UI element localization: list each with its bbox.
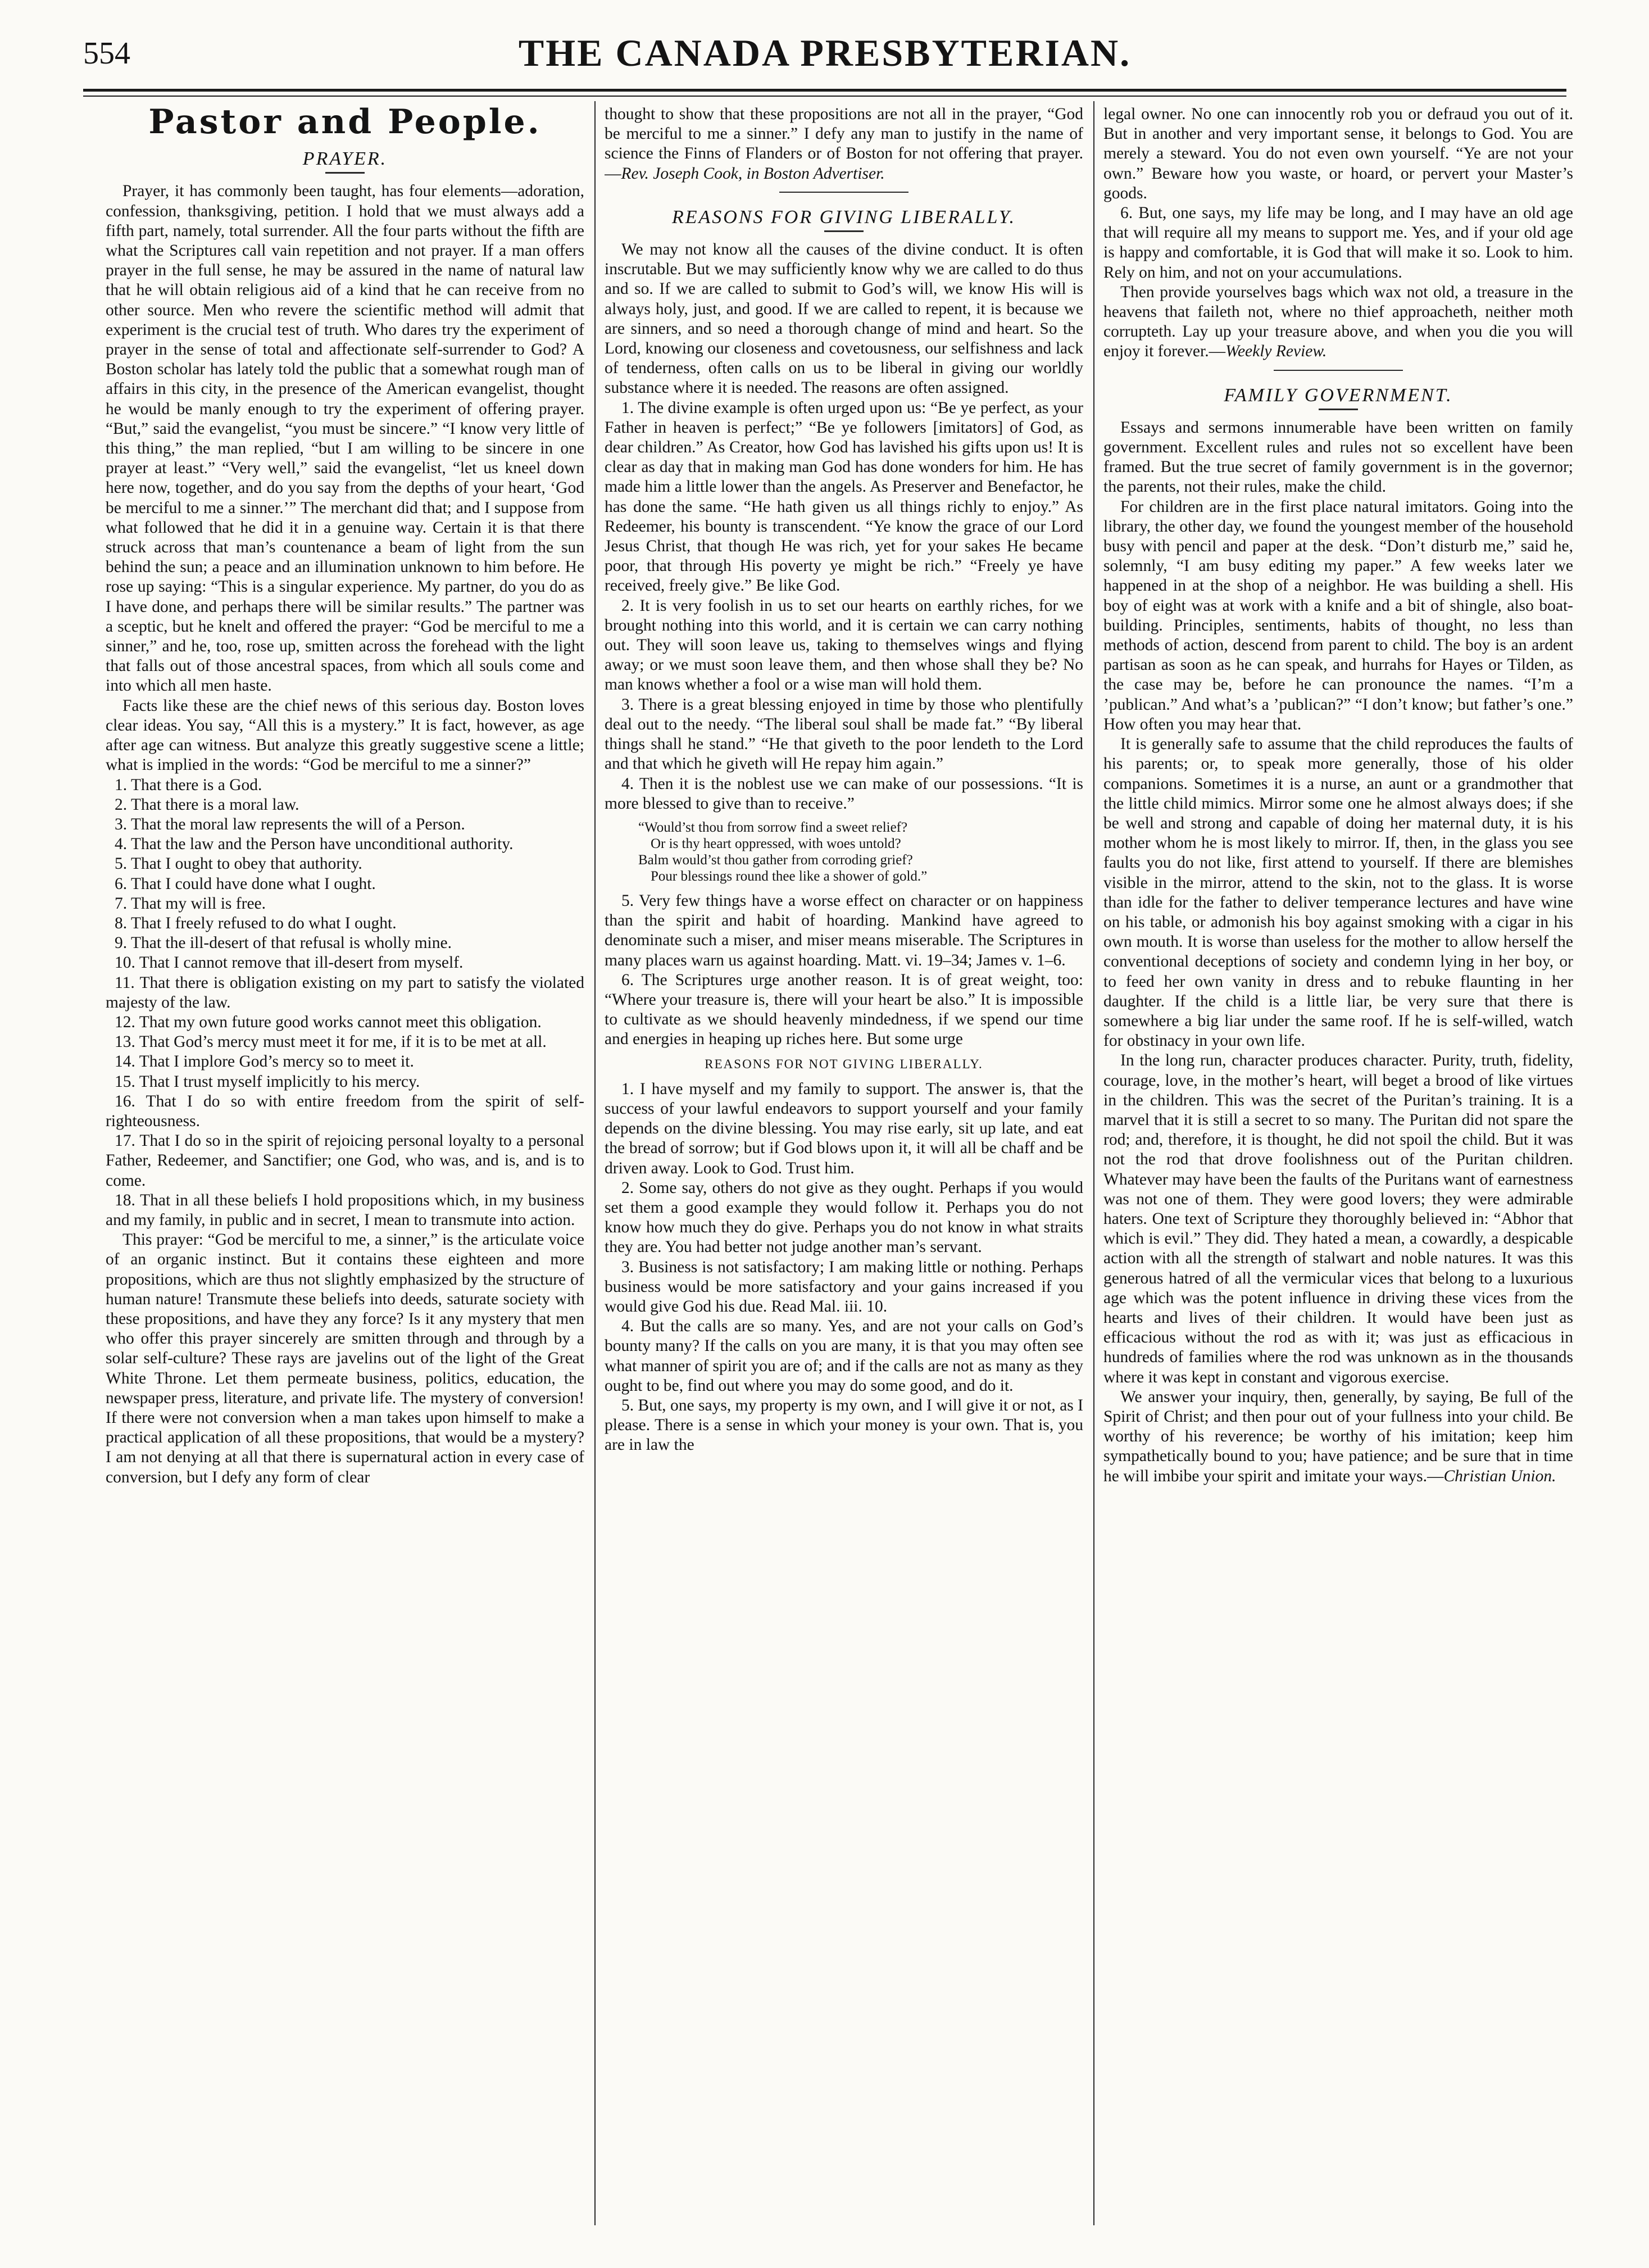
article-signature: Rev. Joseph Cook, in Boston Advertiser.	[621, 164, 885, 183]
paragraph: legal owner. No one can innocently rob you or defraud you out of it. But in another and very important sense, it belongs to God. You are merely a steward. You do not even own yourself. “Ye are not your own.” Beware how you waste, or hoard, or pervert your Master’s goods.	[1103, 105, 1573, 202]
article-signature: Christian Union.	[1443, 1467, 1556, 1485]
paragraph: Essays and sermons innumerable have been written on family government. Excellent rules and rules not so excellent have been framed. But the true secret of family government is in the governor; the parents, not their rules, make the child.	[1103, 418, 1573, 496]
paragraph: 4. But the calls are so many. Yes, and are not your calls on God’s bounty many? If the calls on you are many, it is that you may often see what manner of spirit you are of; and if the calls are not as many as they ought to be, find out where you may do some good, and do it.	[605, 1317, 1083, 1395]
page-number: 554	[83, 36, 130, 71]
paragraph-continued	[605, 105, 1083, 184]
column-3	[1103, 105, 1573, 2234]
verse-line: Pour blessings round thee like a shower of gold.”	[651, 868, 928, 884]
paragraph: This prayer: “God be merciful to me, a sinner,” is the articulate voice of an organic instinct. But it contains these eighteen and more propositions, which are thus not slightly emphasized by the structure of human nature! Transmute these beliefs into deeds, saturate society with these propositions, and have they any force? Is it any mystery that men who offer this prayer sincerely are smitten through and through by a solar self-culture? These rays are javelins out of the light of the Great White Throne. Let them permeate business, politics, education, the newspaper press, literature, and private life. The mystery of conversion! If there were not conversion when a man takes upon himself to make a practical application of all these propositions, that would be a mystery? I am not denying at all that there is supernatural action in every case of conversion, but I defy any form of clear	[106, 1231, 584, 1486]
list-item: 13. That God’s mercy must meet it for me, if it is to be met at all.	[115, 1033, 547, 1051]
verse-line: Balm would’st thou gather from corroding grief?	[638, 852, 913, 868]
verse-line: “Would’st thou from sorrow find a sweet relief?	[638, 819, 908, 835]
paragraph: 5. But, one says, my property is my own, and I will give it or not, as I please. There is a sense in which your money is your own. That is, you are in law the	[605, 1396, 1083, 1454]
newspaper-title: THE CANADA PRESBYTERIAN.	[518, 31, 1132, 74]
paragraph: 1. The divine example is often urged upon us: “Be ye perfect, as your Father in heaven is perfect;” “Be ye followers [imitators] of God, as dear children.” As Creator, how God has lavished his gifts upon us! It is clear as day that in making man God has done wonders for him. He has made him a little lower than the angels. As Preserver and Benefactor, he has done the same. “He hath given us all things richly to enjoy.” As Redeemer, his bounty is transcendent. “Ye know the grace of our Lord Jesus Christ, that though He was rich, yet for your sakes He became poor, that through His poverty ye might be rich.” “Freely ye have received, freely give.” Be like God.	[605, 398, 1083, 595]
list-item: 12. That my own future good works cannot meet this obligation.	[115, 1013, 542, 1031]
paragraph: For children are in the first place natural imitators. Going into the library, the other day, we found the youngest member of the household busy with pencil and paper at the desk. “Don’t disturb me,” said he, solemnly, “I am busy editing my paper.” A few weeks later we happened in at the shop of a neighbor. He was building a shell. His boy of eight was at work with a knife and a bit of shingle, also boat-building. Principles, sentiments, habits of thought, no less than methods of action, descend from parent to child. The boy is an ardent partisan as soon as he can speak, and hurrahs for Hayes or Tilden, as the case may be, before he can pronounce the names. “I’m a ’publican.” And what’s a ’publican?” “I don’t know; but father’s one.” How often you may hear that.	[1103, 497, 1573, 733]
article-separator	[1274, 370, 1403, 371]
list-item: 8. That I freely refused to do what I ought.	[115, 914, 397, 932]
list-item: 5. That I ought to obey that authority.	[115, 855, 362, 873]
list-item: 17. That I do so in the spirit of rejoicing personal loyalty to a personal Father, Redeemer, and Sanctifier; one God, who was, and is, and is to come.	[106, 1132, 584, 1190]
list-item: 14. That I implore God’s mercy so to meet it.	[115, 1053, 414, 1071]
paragraph	[1103, 1387, 1573, 1486]
article-separator	[779, 192, 908, 193]
list-item: 7. That my will is free.	[115, 894, 266, 913]
list-item: 10. That I cannot remove that ill-desert from myself.	[115, 954, 464, 972]
list-item: 15. That I trust myself implicitly to his mercy.	[115, 1072, 420, 1091]
paragraph: 2. It is very foolish in us to set our hearts on earthly riches, for we brought nothing into this world, and it is certain we can carry nothing out. They will soon leave us, taking to themselves wings and flying away; or we must soon leave them, and then whose shall they be? No man knows whether a fool or a wise man will hold them.	[605, 596, 1083, 694]
list-item: 3. That the moral law represents the will of a Person.	[115, 815, 465, 833]
article-title-family: FAMILY GOVERNMENT.	[1224, 384, 1453, 406]
column-1	[106, 105, 584, 2234]
list-item: 2. That there is a moral law.	[115, 795, 299, 814]
paragraph: 4. Then it is the noblest use we can make of our possessions. “It is more blessed to give than to receive.”	[605, 774, 1083, 813]
list-item: 9. That the ill-desert of that refusal is wholly mine.	[115, 934, 452, 952]
paragraph: In the long run, character produces character. Purity, truth, fidelity, courage, love, in the mother’s heart, will beget a brood of like virtues in the children. This was the secret of the Puritan’s training. It is a marvel that it is still a secret to so many. The Puritan did not spare the rod; and, therefore, it is thought, he did not spoil the child. But it was not the rod that drove foolishness out of the Puritan children. Whatever may have been the faults of the Puritans want of earnestness was not one of them. They were good lovers; they were admirable haters. One text of Scripture they thoroughly believed in: “Abhor that which is evil.” They did. They hated a mean, a cowardly, a despicable action with all the strength of stalwart and noble natures. It was this generous hatred of all the vermicular vices that belong to a luxurious age which was the potent influence in driving these vices from the hearts and lives of their children. It would have been just as efficacious without the rod as with it; was just as efficacious in hundreds of families where the rod was unknown as in the thousands where it was kept in constant and vigorous exercise.	[1103, 1051, 1573, 1386]
masthead-rule-thin	[83, 96, 1566, 97]
paragraph: 5. Very few things have a worse effect on character or on happiness than the spirit and habit of hoarding. Mankind have agreed to denominate such a miser, and miser means miserable. The Scriptures in many places warn us against hoarding. Matt. vi. 19–34; James v. 1–6.	[605, 891, 1083, 969]
list-item: 6. That I could have done what I ought.	[115, 874, 376, 893]
department-heading: Pastor and People.	[148, 105, 542, 142]
paragraph-text: thought to show that these propositions are not all in the prayer, “God be merciful to me a sinner.” I defy any man to justify in the name of science the Finns of Flanders or of Boston for not offering that prayer.—	[605, 105, 1083, 183]
list-item: 11. That there is obligation existing on my part to satisfy the violated majesty of the law.	[106, 973, 584, 1011]
paragraph: 6. The Scriptures urge another reason. It is of great weight, too: “Where your treasure is, there will your heart be also.” It is impossible to cultivate as we should heavenly mindedness, if we spend our time and energies in heaping up riches here. But some urge	[605, 970, 1083, 1049]
paragraph: 6. But, one says, my life may be long, and I may have an old age that will require all my means to support me. Yes, and if your old age is happy and comfortable, it is God that will make it so. Look to him. Rely on him, and not on your accumulations.	[1103, 204, 1573, 282]
list-item: 1. That there is a God.	[115, 775, 262, 794]
column-rule-2	[1093, 101, 1094, 2225]
verse-line: Or is thy heart oppressed, with woes untold?	[651, 836, 901, 851]
paragraph: We may not know all the causes of the divine conduct. It is often inscrutable. But we may sufficiently know why we are called to do thus and so. If we are called to submit to God’s will, we know His will is always holy, just, and good. If we are called to repent, it is because we are sinners, and so need a thorough change of mind and heart. So the Lord, knowing our closeness and covetousness, our selfishness and lack of tenderness, often calls on us to be liberal in giving our worldly substance where it is needed. The reasons are often assigned.	[605, 241, 1083, 397]
paragraph: It is generally safe to assume that the child reproduces the faults of his parents; or, to speak more generally, those of his older companions. Sometimes it is a nurse, an aunt or a grandmother that the little child mimics. Mirror some one he almost always does; if she be well and strong and capable of doing her maternal duty, it is his mother whom he is most likely to mirror. If, then, in the glass you see faults you do not like, first attend to yourself. If there are blemishes visible in the mirror, attend to the skin, not to the glass. It is worse than idle for the father to deliver temperance lectures and have wine on his table, or admonish his boy against smoking with a cigar in his own mouth. It is worse than useless for the mother to allow herself the conventional deceptions of society and condemn lying in her boy, or to feed her own vanity in dress and to rebuke flaunting in her daughter. If the child is a little liar, be very sure that there is somewhere a big liar under the same roof. If he is self-willed, watch for obstinacy in your own life.	[1103, 735, 1573, 1050]
title-dash	[1319, 409, 1358, 410]
column-2	[605, 105, 1083, 2234]
article-title-prayer: PRAYER.	[302, 148, 388, 170]
verse-quote	[638, 819, 1083, 884]
list-item: 16. That I do so with entire freedom from the spirit of self-righteousness.	[106, 1092, 584, 1130]
paragraph: 3. There is a great blessing enjoyed in time by those who plentifully deal out to the needy. “The liberal soul shall be made fat.” “By liberal things shall he stand.” “He that giveth to the poor lendeth to the Lord and that which he giveth will He repay him again.”	[605, 695, 1083, 773]
paragraph-text: Then provide yourselves bags which wax not old, a treasure in the heavens that faileth not, where no thief approacheth, neither moth corrupteth. Lay up your treasure above, and when you die you will enjoy it forever.—	[1103, 283, 1573, 361]
paragraph: 2. Some say, others do not give as they ought. Perhaps if you would set them a good example they would follow it. Perhaps you do not know how much they do give. Perhaps you do not know in what straits they are. You had better not judge another man’s servant.	[605, 1178, 1083, 1257]
title-dash	[325, 172, 365, 174]
article-title-giving: REASONS FOR GIVING LIBERALLY.	[671, 206, 1016, 228]
masthead-rule-thick	[83, 89, 1566, 92]
title-dash	[824, 230, 864, 232]
paragraph: Facts like these are the chief news of this serious day. Boston loves clear ideas. You say, “All this is a mystery.” It is fact, however, as age after age can witness. But analyze this greatly suggestive scene a little; what is implied in the words: “God be merciful to me a sinner?”	[106, 696, 584, 774]
subheading: REASONS FOR NOT GIVING LIBERALLY.	[705, 1056, 983, 1071]
paragraph: Prayer, it has commonly been taught, has four elements—adoration, confession, thanksgiving, petition. I hold that we must always add a fifth part, namely, total surrender. All the four parts without the fifth are what the Scriptures call vain repetition and not prayer. If a man offers prayer in the full sense, he may be assured in the name of natural law that he will obtain religious aid of a kind that he can receive from no other source. Men who revere the scientific method will admit that experiment is the crucial test of truth. Who dares try the experiment of prayer in the sense of total and affectionate self-surrender to God? A Boston scholar has lately told the public that a somewhat rough man of affairs in this city, in the presence of the American evangelist, thought he would be manly enough to try the experiment of offering prayer. “But,” said the evangelist, “you must be sincere.” “I know very little of this thing,” the man replied, “but I am willing to be sincere in one prayer at least.” “Very well,” said the evangelist, “let us kneel down here now, together, and do you say from the depths of your heart, ‘God be merciful to me a sinner.’” The merchant did that; and I suppose from what followed that he did it in a genuine way. Certain it is that there struck across that man’s countenance a beam of light from the sun behind the sun; a peace and an illumination unknown to him before. He rose up saying: “This is a singular experience. My partner, do you do as I have done, and perhaps there will be similar results.” The partner was a sceptic, but he knelt and offered the prayer: “God be merciful to me a sinner,” and he, too, rose up, smitten across the forehead with the light that falls out of those ancestral spaces, from which all souls come and into which all men haste.	[106, 182, 584, 695]
list-item: 18. That in all these beliefs I hold propositions which, in my business and my family, in public and in secret, I mean to transmute into action.	[106, 1191, 584, 1229]
column-rule-1	[594, 101, 596, 2225]
list-item: 4. That the law and the Person have unconditional authority.	[115, 835, 514, 854]
masthead	[83, 31, 1566, 98]
paragraph: 1. I have myself and my family to support. The answer is, that the success of your lawful endeavors to support yourself and your family depends on the divine blessing. You may rise early, sit up late, and eat the bread of sorrow; but if God blows upon it, it will all be chaff and be driven away. Look to God. Trust him.	[605, 1079, 1083, 1177]
article-signature: Weekly Review.	[1225, 342, 1327, 361]
paragraph: 3. Business is not satisfactory; I am making little or nothing. Perhaps business would be more satisfactory and your gains increased if you would give God his due. Read Mal. iii. 10.	[605, 1258, 1083, 1316]
paragraph-text: We answer your inquiry, then, generally, by saying, Be full of the Spirit of Christ; and then pour out of your fullness into your child. Be worthy of his reverence; be worthy of his imitation; keep him sympathetically bound to you; have patience; and be sure that in time he will imbibe your spirit and imitate your ways.—	[1103, 1387, 1573, 1485]
paragraph	[1103, 283, 1573, 362]
